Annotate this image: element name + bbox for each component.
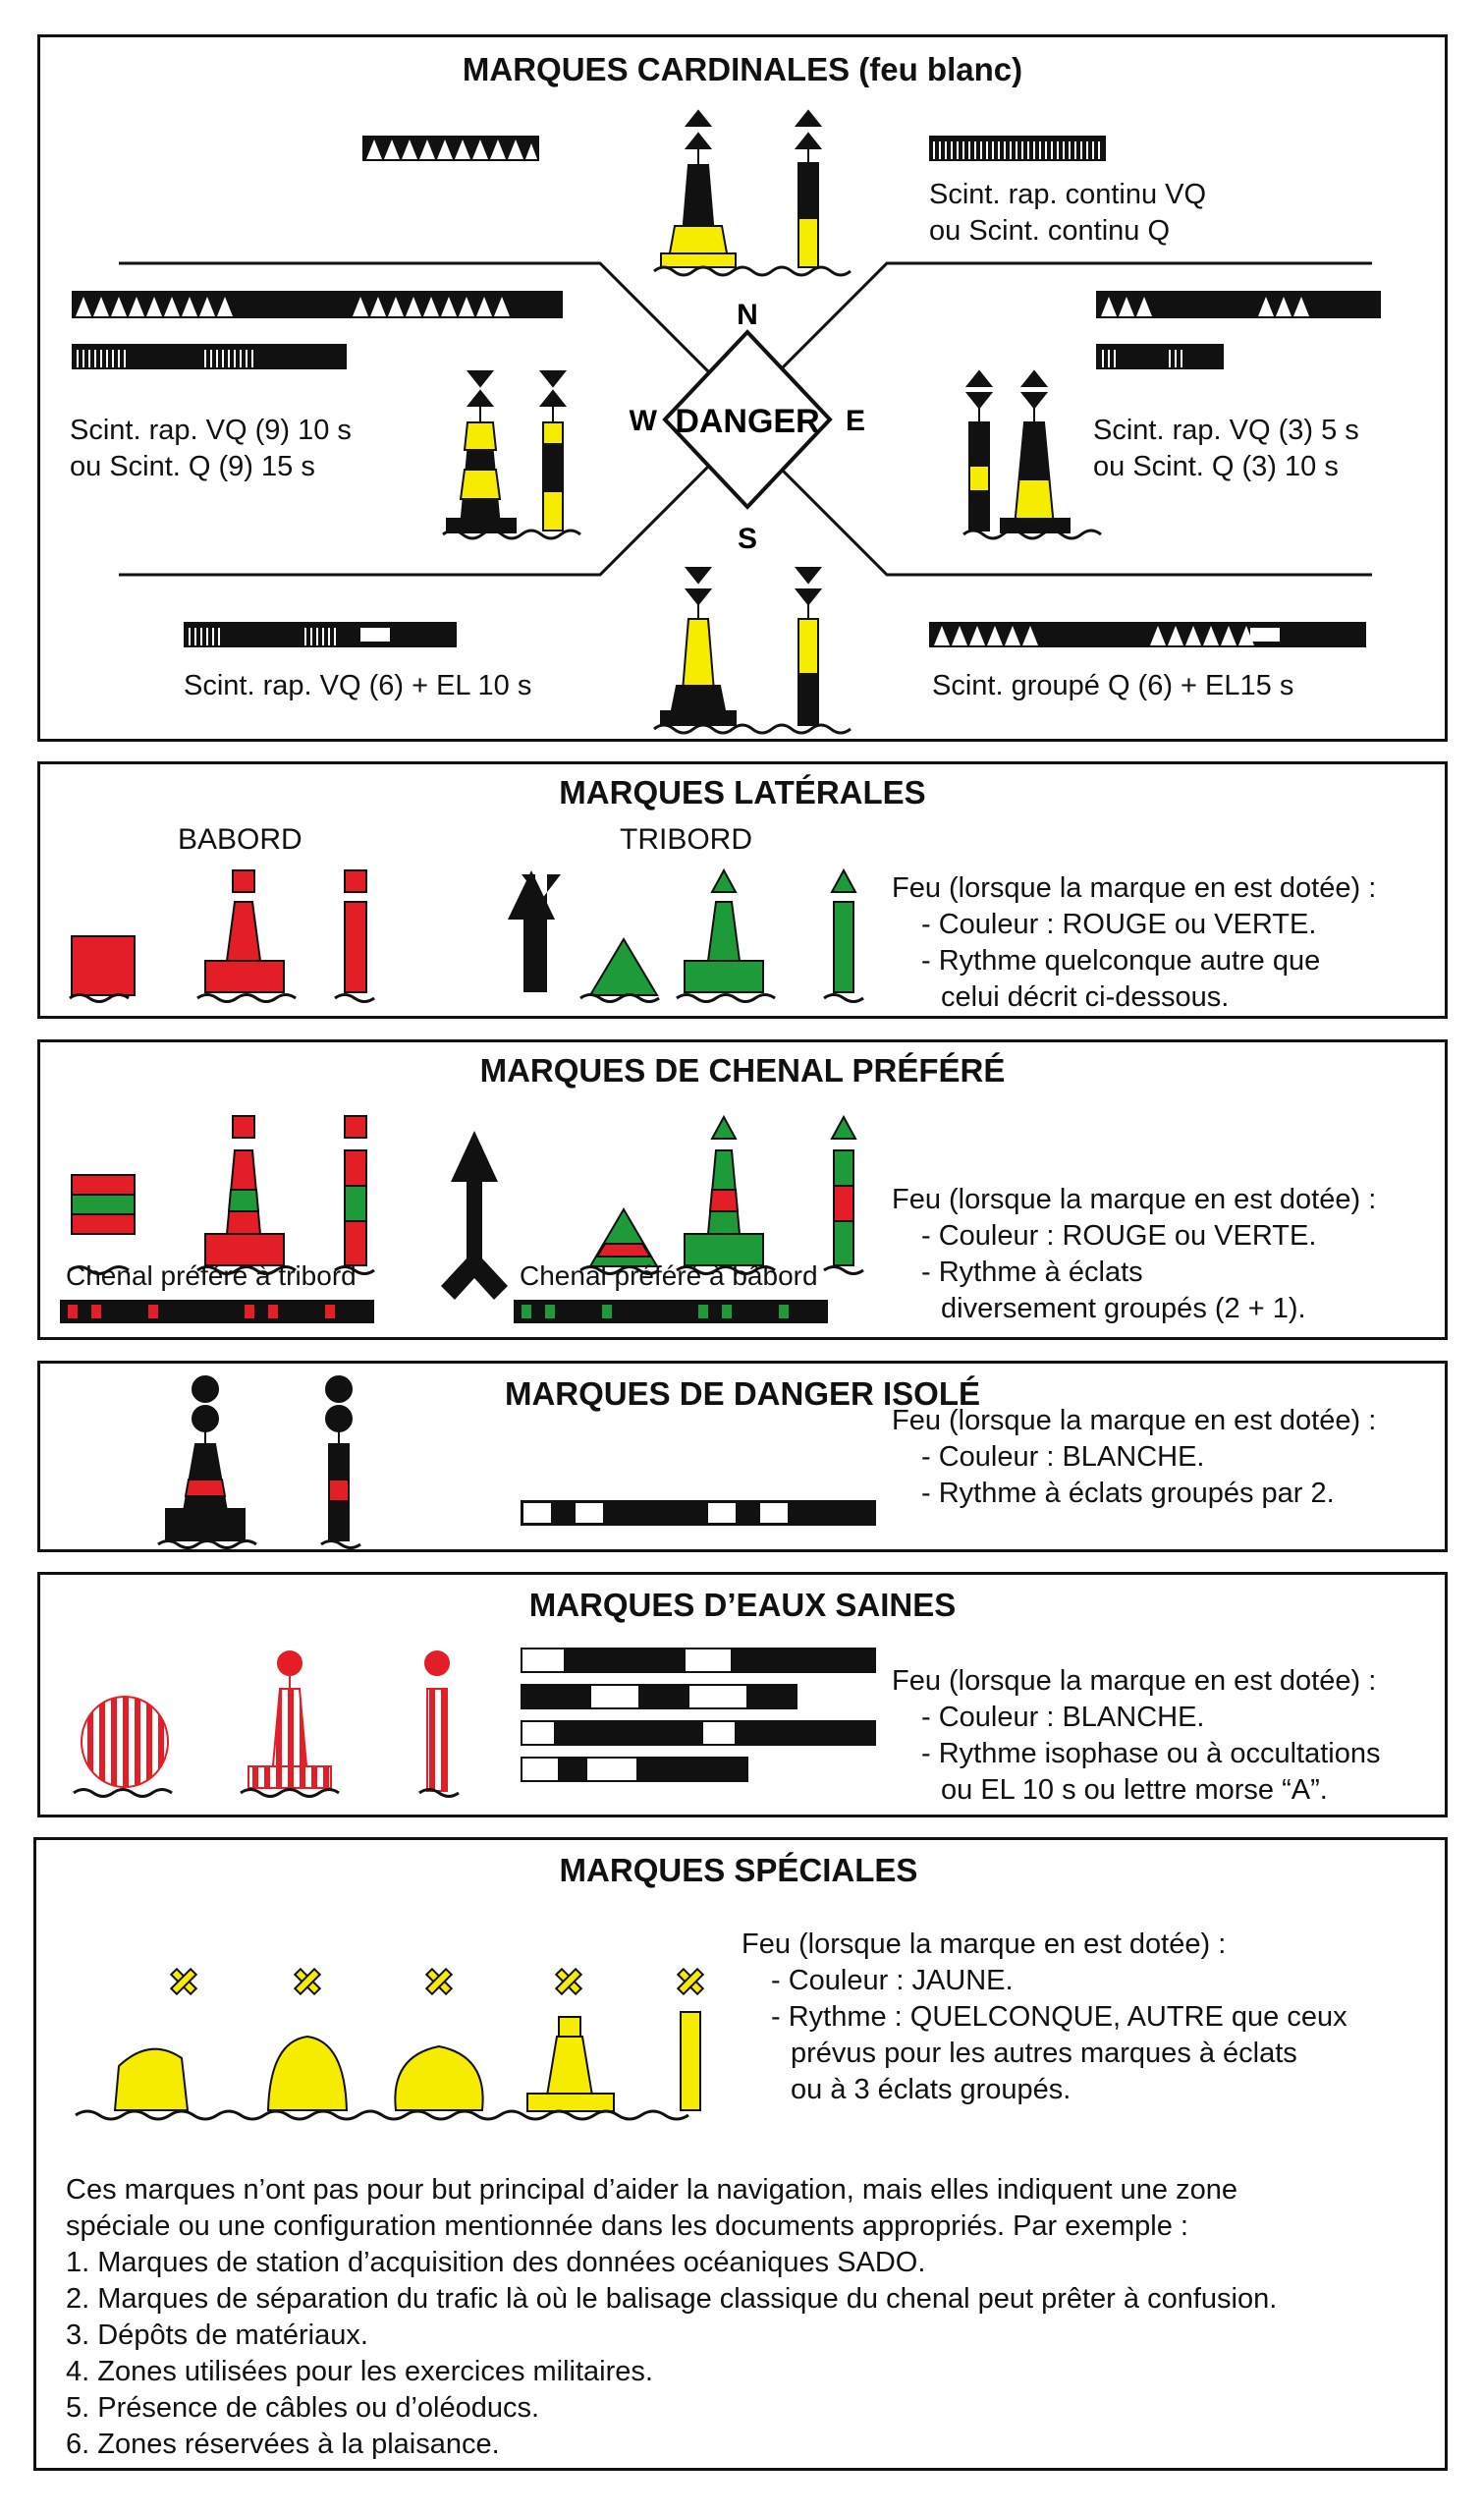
- saines-spar: [427, 1689, 447, 1791]
- east-label: E: [846, 405, 866, 437]
- chenal-title: MARQUES DE CHENAL PRÉFÉRÉ: [479, 1052, 1006, 1089]
- x-topmark-4: [556, 1969, 580, 1993]
- isole-feu-text: Feu (lorsque la marque en est dotée) : - Couleur : BLANCHE. - Rythme à éclats groupés par 2.: [892, 1405, 1377, 1509]
- cardinal-north-text: Scint. rap. continu VQ ou Scint. continu Q: [929, 179, 1207, 247]
- cardinal-west-text: Scint. rap. VQ (9) 10 s ou Scint. Q (9) 15 s: [70, 415, 352, 482]
- chenal-feu-text: Feu (lorsque la marque en est dotée) : - Couleur : ROUGE ou VERTE. - Rythme à éclats diversement groupés (2 + 1).: [892, 1184, 1377, 1324]
- babord-label: BABORD: [178, 823, 302, 856]
- lateral-buoy-red: [227, 902, 260, 961]
- special-spar: [681, 2012, 700, 2110]
- west-label: W: [629, 405, 657, 437]
- isole-buoy: [184, 1444, 227, 1511]
- chenal-section: [37, 1039, 1448, 1340]
- chenal-spar-tribord: [345, 1150, 366, 1186]
- cardinal-title: MARQUES CARDINALES (feu blanc): [462, 51, 1023, 87]
- list-item: 6. Zones réservées à la plaisance.: [66, 2429, 500, 2460]
- lateral-feu-text: Feu (lorsque la marque en est dotée) : - Couleur : ROUGE ou VERTE. - Rythme quelconque autre que celui décrit ci-dessous.: [892, 872, 1377, 1013]
- cardinal-east-text: Scint. rap. VQ (3) 5 s ou Scint. Q (3) 10 s: [1093, 415, 1359, 482]
- chenal-tribord-label: Chenal préféré à tribord: [66, 1260, 357, 1291]
- saines-section: [37, 1572, 1448, 1817]
- chenal-babord-label: Chenal préféré à bâbord: [520, 1260, 818, 1291]
- isole-section: [37, 1361, 1448, 1552]
- spar-north: [797, 111, 820, 267]
- lateral-can-red: [72, 936, 135, 995]
- speciales-section: [33, 1837, 1448, 2471]
- spar-south: [797, 568, 820, 725]
- forked-arrow: [441, 1131, 508, 1300]
- speciales-feu-text: Feu (lorsque la marque en est dotée) : - Couleur : JAUNE. - Rythme : QUELCONQUE, AUTRE que ceux prévus pour les autres marques à éclats ou à 3 éclats groupés.: [742, 1928, 1347, 2105]
- cardinal-section: [37, 34, 1448, 742]
- x-topmark-3: [426, 1969, 451, 1993]
- special-sphere: [395, 2046, 482, 2110]
- channel-line-ne: [747, 263, 1372, 403]
- saines-feu-text: Feu (lorsque la marque en est dotée) : - Couleur : BLANCHE. - Rythme isophase ou à occultations ou EL 10 s ou lettre morse “A”.: [892, 1665, 1381, 1806]
- cardinal-diagram: [40, 37, 1445, 740]
- x-topmark-2: [295, 1969, 319, 1993]
- list-item: 4. Zones utilisées pour les exercices militaires.: [66, 2356, 653, 2387]
- cardinal-south-left-text: Scint. rap. VQ (6) + EL 10 s: [184, 670, 532, 701]
- x-topmark-5: [678, 1969, 702, 1993]
- south-label: S: [737, 523, 758, 555]
- special-cone: [268, 2037, 347, 2110]
- buoy-south: [661, 568, 736, 725]
- buoy-west: [447, 371, 516, 532]
- lateral-title: MARQUES LATÉRALES: [559, 774, 926, 810]
- lateral-section: [37, 761, 1448, 1019]
- x-topmark-1: [171, 1969, 195, 1993]
- lateral-spar-red: [345, 902, 366, 992]
- wave-south: [654, 725, 851, 733]
- chenal-can-tribord: [72, 1175, 135, 1195]
- special-buoy: [547, 2037, 592, 2096]
- list-item: 3. Dépôts de matériaux.: [66, 2319, 368, 2351]
- lateral-cone-green: [590, 939, 657, 995]
- speciales-title: MARQUES SPÉCIALES: [559, 1852, 918, 1888]
- lateral-buoy-green: [708, 902, 740, 961]
- speciales-description: Ces marques n’ont pas pour but principal d’aider la navigation, mais elles indiquent une zone spéciale ou une configuration mentionnée dans les documents appropriés. Par exemple : 1. Marques de station d’acquisition des données océaniques SADO. 2. Marques de séparation du trafic là où le balisage classique du chenal peut prêter à confusion. 3. Dépôts de matériaux. 4. Zones utilisées pour les exercices militaires. 5. Présence de câbles ou d’oléoducs. 6. Zones réservées à la plaisance.: [66, 2172, 1277, 2463]
- north-label: N: [737, 299, 758, 331]
- chenal-spar-babord: [834, 1150, 853, 1186]
- spar-west: [541, 371, 565, 531]
- spar-east: [967, 371, 991, 531]
- buoy-east: [1001, 371, 1070, 532]
- list-item: 5. Présence de câbles ou d’oléoducs.: [66, 2392, 540, 2424]
- special-can: [115, 2049, 188, 2110]
- isole-light-bar: [522, 1501, 875, 1525]
- saines-buoy: [272, 1689, 307, 1776]
- isole-title: MARQUES DE DANGER ISOLÉ: [504, 1375, 981, 1412]
- list-item: 1. Marques de station d’acquisition des données océaniques SADO.: [66, 2247, 926, 2278]
- tribord-label: TRIBORD: [620, 823, 752, 856]
- wave-speciales: [76, 2111, 688, 2119]
- chenal-cone-babord: [590, 1209, 657, 1266]
- buoy-north: [661, 111, 736, 267]
- saines-title: MARQUES D’EAUX SAINES: [528, 1587, 957, 1623]
- light-bar-s-left: [184, 622, 457, 647]
- channel-line-nw: [119, 263, 747, 411]
- wave-north: [654, 267, 851, 275]
- cardinal-south-right-text: Scint. groupé Q (6) + EL15 s: [932, 670, 1294, 701]
- list-item: 2. Marques de séparation du trafic là où le balisage classique du chenal peut prêter à confusion.: [66, 2283, 1278, 2315]
- danger-label: DANGER: [675, 403, 820, 440]
- lateral-spar-green: [834, 902, 853, 992]
- saines-sphere: [82, 1697, 168, 1787]
